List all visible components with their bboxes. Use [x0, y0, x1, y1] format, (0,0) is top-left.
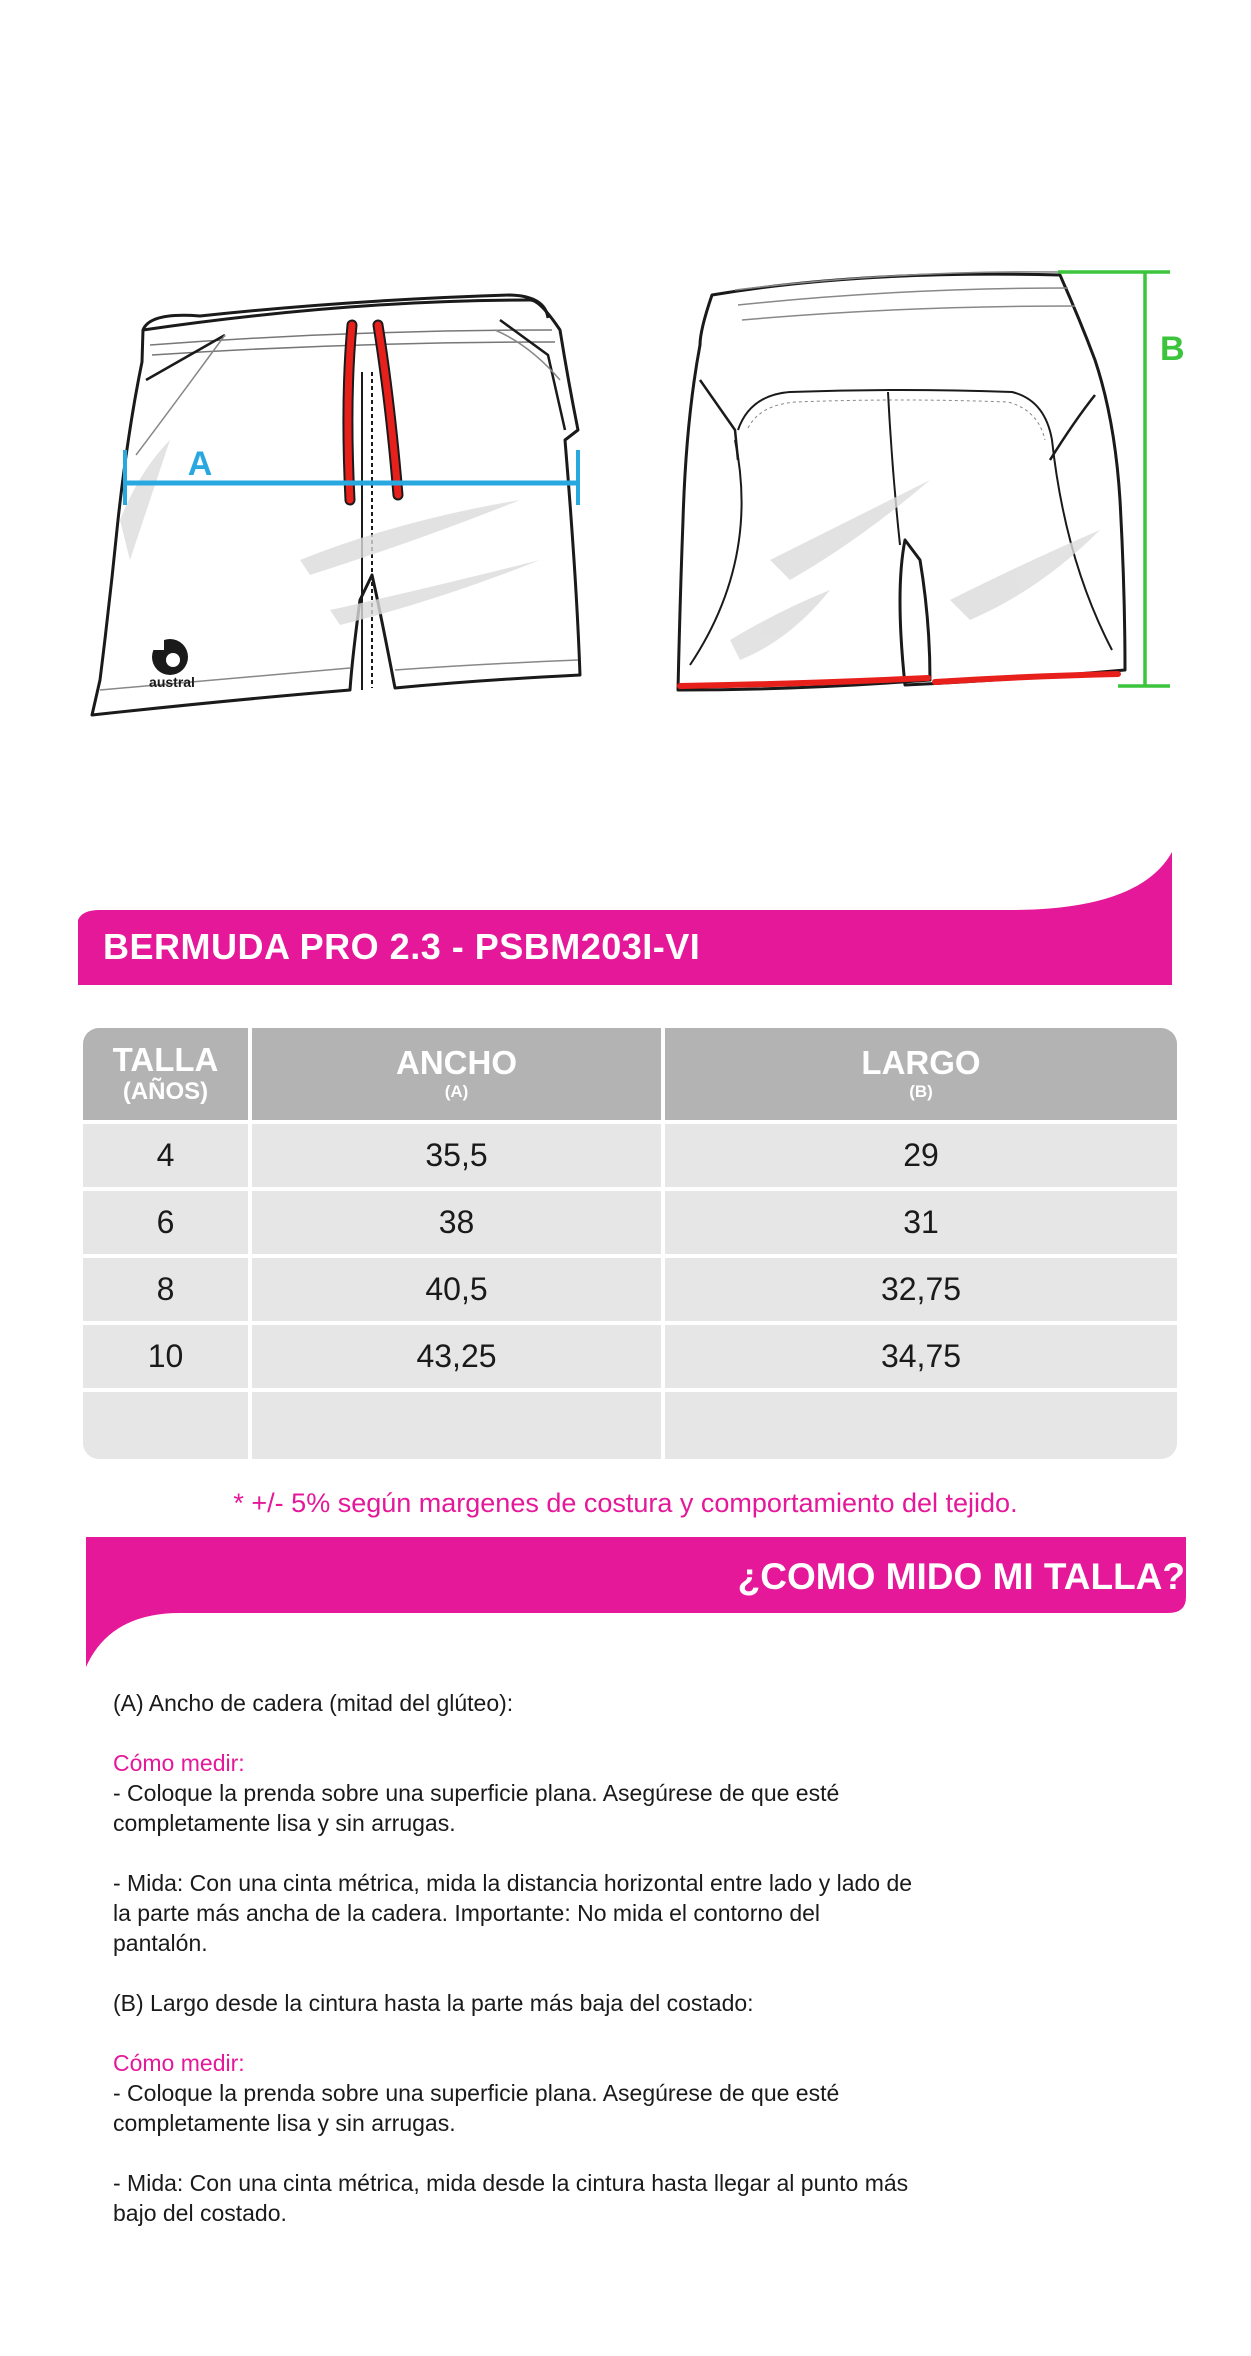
b-heading: (B) Largo desde la cintura hasta la parte más baja del costado: [113, 1990, 754, 2016]
table-cell-ancho [252, 1392, 661, 1459]
a-step1: - Coloque la prenda sobre una superficie plana. Asegúrese de que esté completamente lisa y sin arrugas. [113, 1780, 840, 1836]
table-cell-talla: 8 [83, 1258, 248, 1321]
table-cell-ancho: 38 [252, 1191, 661, 1254]
header-ancho-sub: (A) [444, 1082, 469, 1101]
table-cell-largo: 31 [665, 1191, 1177, 1254]
table-cell-largo: 32,75 [665, 1258, 1177, 1321]
table-cell-ancho: 43,25 [252, 1325, 661, 1388]
table-cell-talla: 4 [83, 1124, 248, 1187]
tolerance-note: * +/- 5% según margenes de costura y comportamiento del tejido. [233, 1488, 1018, 1518]
a-how-label: Cómo medir: [113, 1750, 245, 1776]
label-b: B [1160, 330, 1185, 368]
header-talla [83, 1028, 248, 1120]
instructions [113, 1688, 913, 2258]
header-largo-label: LARGO [861, 1044, 981, 1081]
table-cell-largo: 29 [665, 1124, 1177, 1187]
table-cell-largo [665, 1392, 1177, 1459]
header-talla-label: TALLA [112, 1041, 219, 1078]
table-cell-talla [83, 1392, 248, 1459]
label-a: A [187, 445, 213, 483]
b-step1: - Coloque la prenda sobre una superficie plana. Asegúrese de que esté completamente lisa y sin arrugas. [113, 2080, 840, 2136]
product-title: BERMUDA PRO 2.3 - PSBM203I-VI [103, 926, 701, 967]
table-cell-ancho: 40,5 [252, 1258, 661, 1321]
header-talla-sub: (AÑOS) [122, 1078, 209, 1105]
size-table [83, 1028, 1177, 1459]
table-cell-talla: 6 [83, 1191, 248, 1254]
b-how-label: Cómo medir: [113, 2050, 245, 2076]
table-cell-talla: 10 [83, 1325, 248, 1388]
back-shorts [678, 272, 1125, 690]
measure-title: ¿COMO MIDO MI TALLA? [737, 1556, 1185, 1597]
a-heading: (A) Ancho de cadera (mitad del glúteo): [113, 1690, 514, 1716]
a-step2: - Mida: Con una cinta métrica, mida la distancia horizontal entre lado y lado de la parte más ancha de la cadera. Importante: No mida el contorno del pantalón. [113, 1870, 913, 1956]
table-cell-ancho: 35,5 [252, 1124, 661, 1187]
header-ancho [252, 1028, 661, 1120]
brand-logo-text: austral [149, 674, 195, 690]
table-cell-largo: 34,75 [665, 1325, 1177, 1388]
garment-diagram [0, 0, 1251, 780]
header-largo-sub: (B) [909, 1082, 933, 1101]
header-ancho-label: ANCHO [396, 1044, 517, 1081]
b-step2: - Mida: Con una cinta métrica, mida desde la cintura hasta llegar al punto más bajo del costado. [113, 2170, 909, 2226]
header-largo [665, 1028, 1177, 1120]
